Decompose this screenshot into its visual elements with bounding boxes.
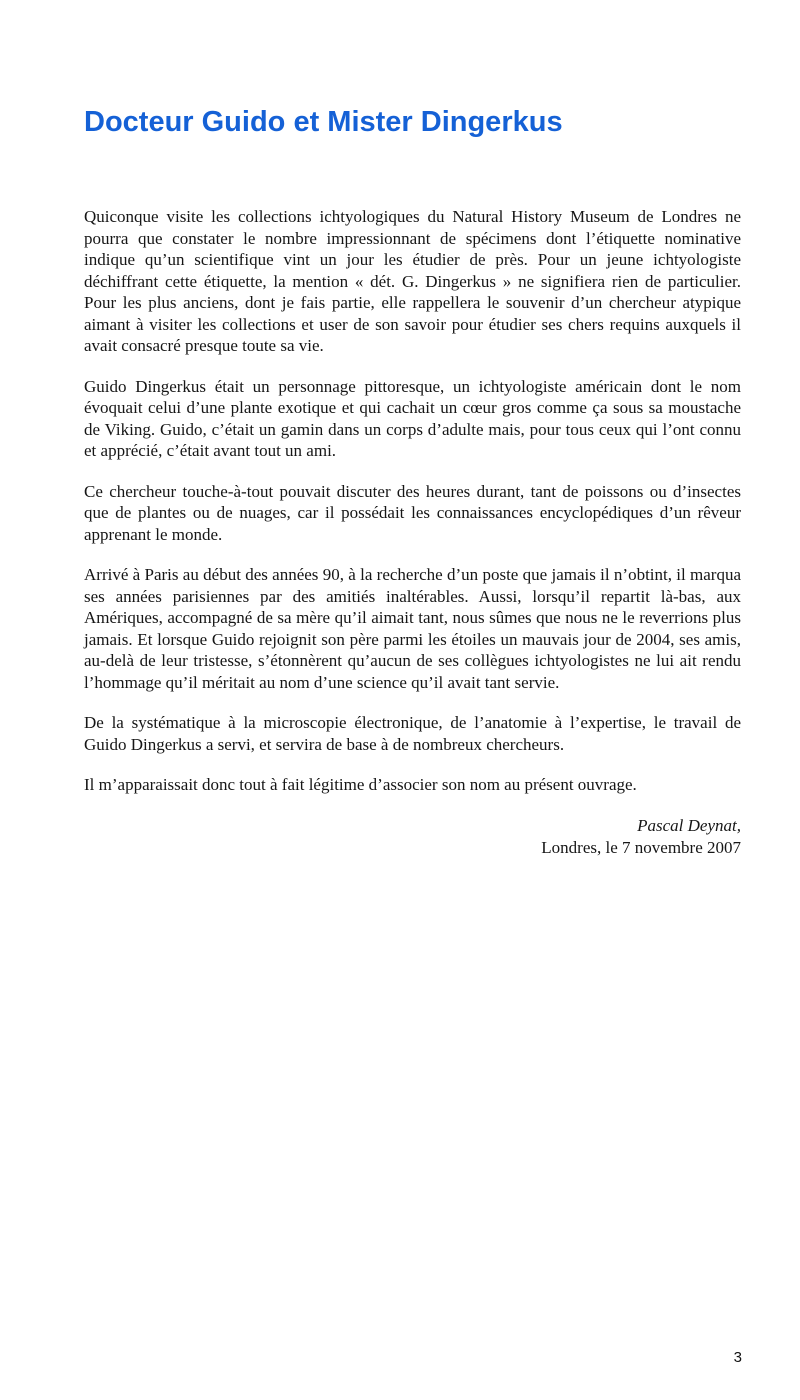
signature-place-date: Londres, le 7 novembre 2007: [541, 837, 741, 857]
page-number: 3: [733, 1349, 742, 1366]
paragraph-5: De la systématique à la microscopie électronique, de l’anatomie à l’expertise, le travail de Guido Dingerkus a servi, et servira de base à de nombreux chercheurs.: [84, 713, 741, 754]
paragraph-3: Ce chercheur touche-à-tout pouvait discuter des heures durant, tant de poissons ou d’insectes que de plantes ou de nuages, car il possédait les connaissances encyclopédiques d’un rêveur apprenant le monde.: [84, 481, 741, 544]
paragraph-6: Il m’apparaissait donc tout à fait légitime d’associer son nom au présent ouvrage.: [84, 775, 637, 794]
paragraph-4: Arrivé à Paris au début des années 90, à la recherche d’un poste que jamais il n’obtint, il marqua ses années parisiennes par des amitiés inaltérables. Aussi, lorsqu’il repartit là-bas, aux Amériques, accompagné de sa mère qu’il aimait tant, nous sûmes que nous ne le reverrions plus jamais. Et lorsque Guido rejoignit son père parmi les étoiles un mauvais jour de 2004, ses amis, au-delà de leur tristesse, s’étonnèrent qu’aucun de ses collègues ichtyologistes ne lui ait rendu l’hommage qu’il méritait au nom d’une science qu’il avait tant servie.: [84, 565, 741, 692]
body-text: [84, 206, 741, 859]
paragraph-2: Guido Dingerkus était un personnage pittoresque, un ichtyologiste américain dont le nom évoquait celui d’une plante exotique et qui cachait un cœur gros comme ça sous sa moustache de Viking. Guido, c’était un gamin dans un corps d’adulte mais, pour tous ceux qui l’ont connu et apprécié, c’était avant tout un ami.: [84, 376, 741, 460]
page-title: Docteur Guido et Mister Dingerkus: [84, 106, 563, 138]
signature-name: Pascal Deynat,: [637, 815, 741, 835]
paragraph-1: Quiconque visite les collections ichtyologiques du Natural History Museum de Londres ne pourra que constater le nombre impressionnant de spécimens dont l’étiquette nominative indique qu’un scientifique vint un jour les étudier de près. Pour un jeune ichtyologiste déchiffrant cette étiquette, la mention « dét. G. Dingerkus » ne signifiera rien de particulier. Pour les plus anciens, dont je fais partie, elle rappellera le souvenir d’un chercheur atypique aimant à visiter les collections et user de son savoir pour étudier ses chers requins auxquels il avait consacré presque toute sa vie.: [84, 207, 741, 355]
signature-block: [84, 815, 741, 859]
